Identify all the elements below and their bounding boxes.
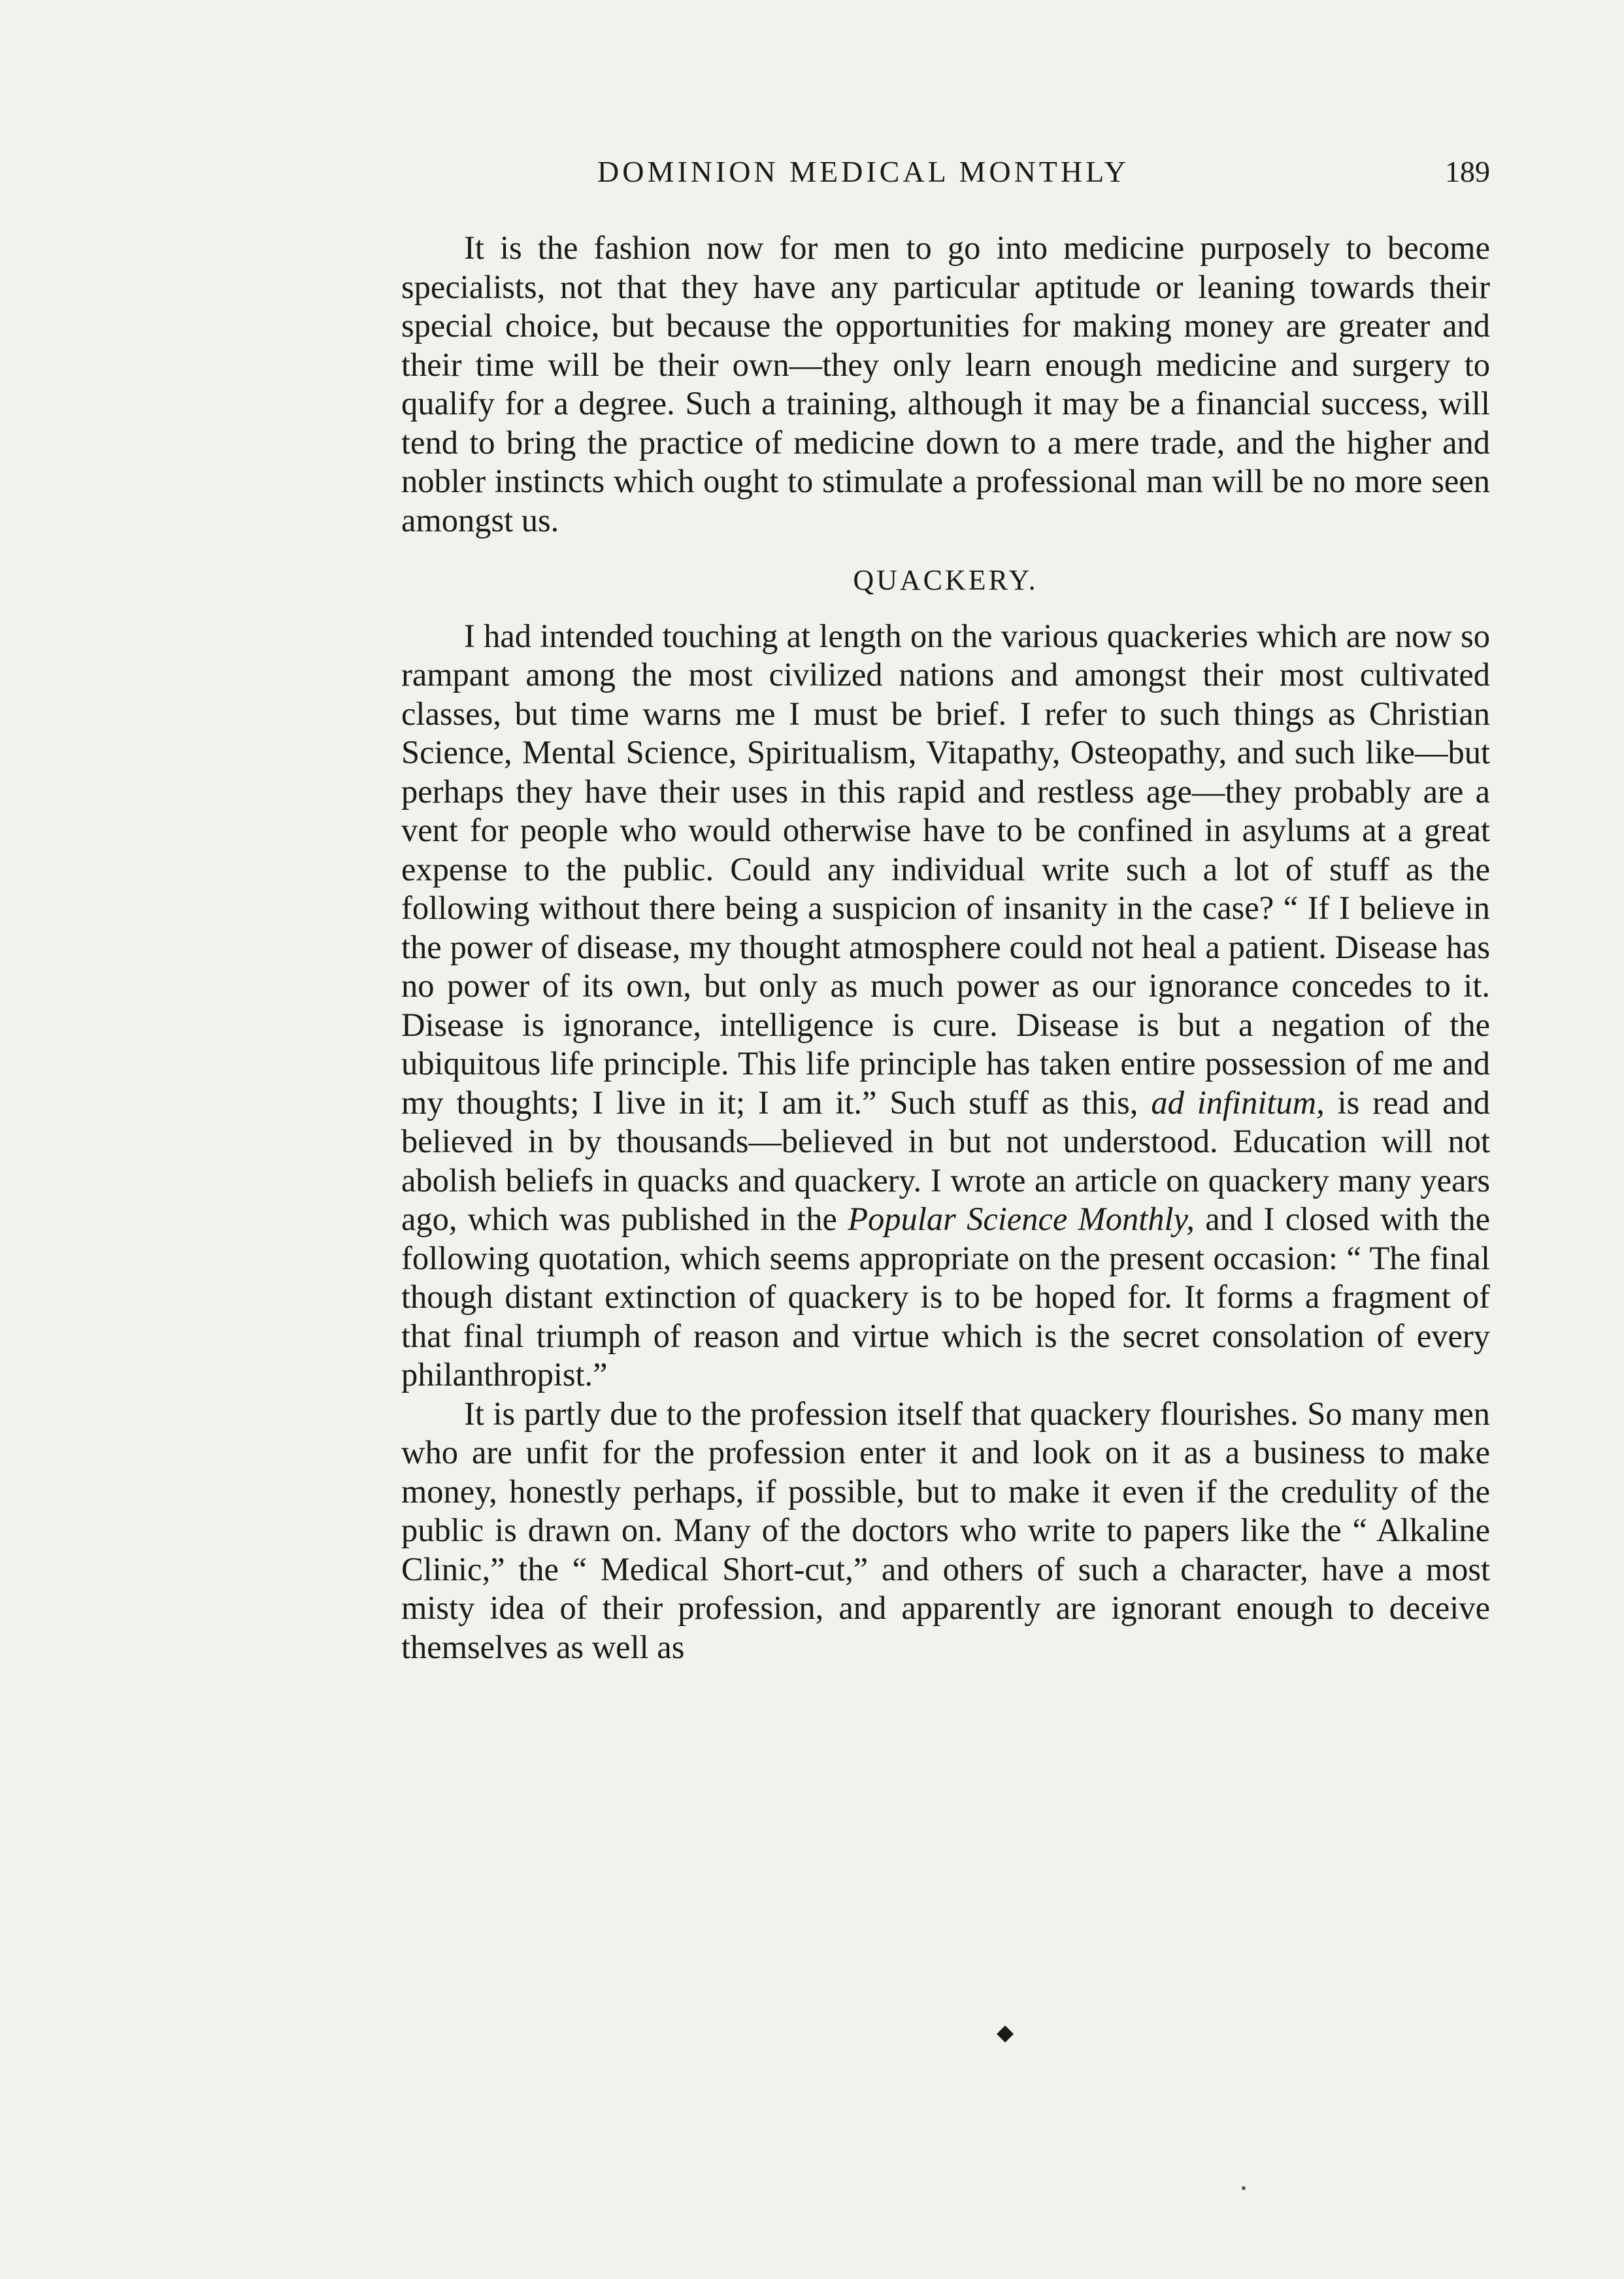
paragraph-quackeries [401,617,1490,1395]
running-head [401,154,1490,200]
italic-phrase: ad infinitum, [1151,1084,1325,1121]
paragraph-text: is read and believed in by thousands—believed in but not understood. Education will not abolish beliefs in quacks and quackery. I wrote an article on quackery many years ago, which was published in the [401,1084,1490,1237]
paper-speck [1242,2186,1246,2190]
paragraph-profession: It is partly due to the profession itself that quackery flourishes. So many men who are unfit for the profession enter it and look on it as a business to make money, honestly perhaps, if possible, but to make it even if the credulity of the public is drawn on. Many of the doctors who write to papers like the “ Alkaline Clinic,” the “ Medical Short-cut,” and others of such a character, have a most misty idea of their profession, and apparently are ignorant enough to deceive themselves as well as [401,1395,1490,1665]
paragraph-text: I had intended touching at length on the various quackeries which are now so rampant among the most civilized nations and amongst their most cultivated classes, but time warns me I must be brief. I refer to such things as Christian Science, Mental Science, Spiritualism, Vitapathy, Osteopathy, and such like—but perhaps they have their uses in this rapid and restless age—they probably are a vent for people who would otherwise have to be confined in asylums at a great expense to the public. Could any individual write such a lot of stuff as the following without there being a suspicion of insanity in the case? “ If I believe in the power of disease, my thought atmosphere could not heal a patient. Disease has no power of its own, but only as much power as our ignorance concedes to it. Disease is ignorance, intelligence is cure. Disease is but a negation of the ubiquitous life principle. This life principle has taken entire possession of me and my thoughts; I live in it; I am it.” Such stuff as this, [401,617,1490,1121]
italic-journal-name: Popular Science Monthly, [848,1201,1195,1237]
ornament-mark: ◆ [997,2021,1014,2045]
body-text [401,229,1490,1667]
section-heading-quackery: QUACKERY. [853,564,1038,596]
paragraph-specialists: It is the fashion now for men to go into medicine purposely to become specialists, not that they have any particular aptitude or leaning towards their special choice, but because the opportunities for making money are greater and their time will be their own—they only learn enough medicine and surgery to qualify for a degree. Such a training, although it may be a financial success, will tend to bring the practice of medicine down to a mere trade, and the higher and nobler instincts which ought to stimulate a professional man will be no more seen amongst us. [401,229,1490,539]
journal-title: DOMINION MEDICAL MONTHLY [597,155,1129,188]
paragraph-text: and I closed with the following quotation, which seems appropriate on the present occasion: “ The final though distant extinction of quackery is to be hoped for. It forms a fragment of that final triumph of reason and virtue which is the secret consolation of every philanthropist.” [401,1201,1490,1393]
page-number: 189 [1445,155,1490,188]
